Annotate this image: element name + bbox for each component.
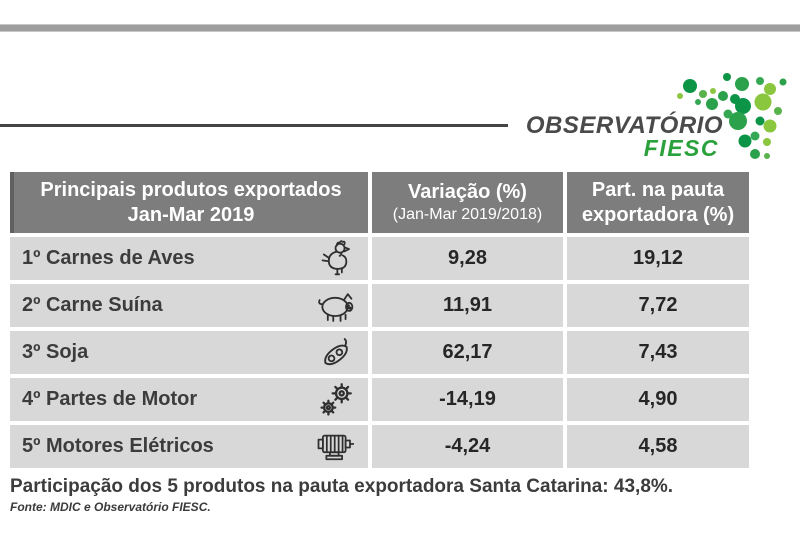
share-value: 7,43 xyxy=(567,331,749,374)
header-products-line2: Jan-Mar 2019 xyxy=(127,203,255,226)
variation-value: 62,17 xyxy=(372,331,563,374)
variation-value: 9,28 xyxy=(372,237,563,280)
header-products xyxy=(10,172,368,233)
santa-catarina-dots-map-icon xyxy=(668,64,790,167)
soybean-icon xyxy=(314,334,358,372)
variation-value: -4,24 xyxy=(372,425,563,468)
share-value: 7,72 xyxy=(567,284,749,327)
header-share xyxy=(567,172,749,233)
share-value: 19,12 xyxy=(567,237,749,280)
logo-rule-line xyxy=(0,124,508,127)
table-row-product xyxy=(10,284,368,327)
logo-fiesc-text: FIESC xyxy=(643,135,719,161)
product-label: 3º Soja xyxy=(22,341,89,363)
logo-observatorio-text: OBSERVATÓRIO xyxy=(525,112,723,139)
participation-summary: Participação dos 5 produtos na pauta exportadora Santa Catarina: 43,8%. xyxy=(10,476,674,497)
share-value: 4,58 xyxy=(567,425,749,468)
pig-icon xyxy=(314,289,358,323)
header-products-line1: Principais produtos exportados xyxy=(40,178,342,201)
table-row-product xyxy=(10,425,368,468)
top-divider-bar xyxy=(0,24,800,32)
header-variation xyxy=(372,172,563,233)
table-row-product xyxy=(10,331,368,374)
variation-value: 11,91 xyxy=(372,284,563,327)
header-variation-line2: (Jan-Mar 2019/2018) xyxy=(392,206,543,223)
product-label: 1º Carnes de Aves xyxy=(22,247,195,269)
table-row-product xyxy=(10,378,368,421)
exports-table xyxy=(10,172,749,468)
chicken-icon xyxy=(314,239,358,279)
product-label: 5º Motores Elétricos xyxy=(22,435,214,457)
product-label: 2º Carne Suína xyxy=(22,294,163,316)
variation-value: -14,19 xyxy=(372,378,563,421)
header-share-line2: exportadora (%) xyxy=(581,203,735,226)
header-share-line1: Part. na pauta xyxy=(591,178,725,201)
table-row-product xyxy=(10,237,368,280)
product-label: 4º Partes de Motor xyxy=(22,388,198,410)
motor-icon xyxy=(314,429,358,465)
source-note: Fonte: MDIC e Observatório FIESC. xyxy=(10,500,211,514)
header-variation-line1: Variação (%) xyxy=(408,181,527,203)
gears-icon xyxy=(314,381,358,419)
share-value: 4,90 xyxy=(567,378,749,421)
